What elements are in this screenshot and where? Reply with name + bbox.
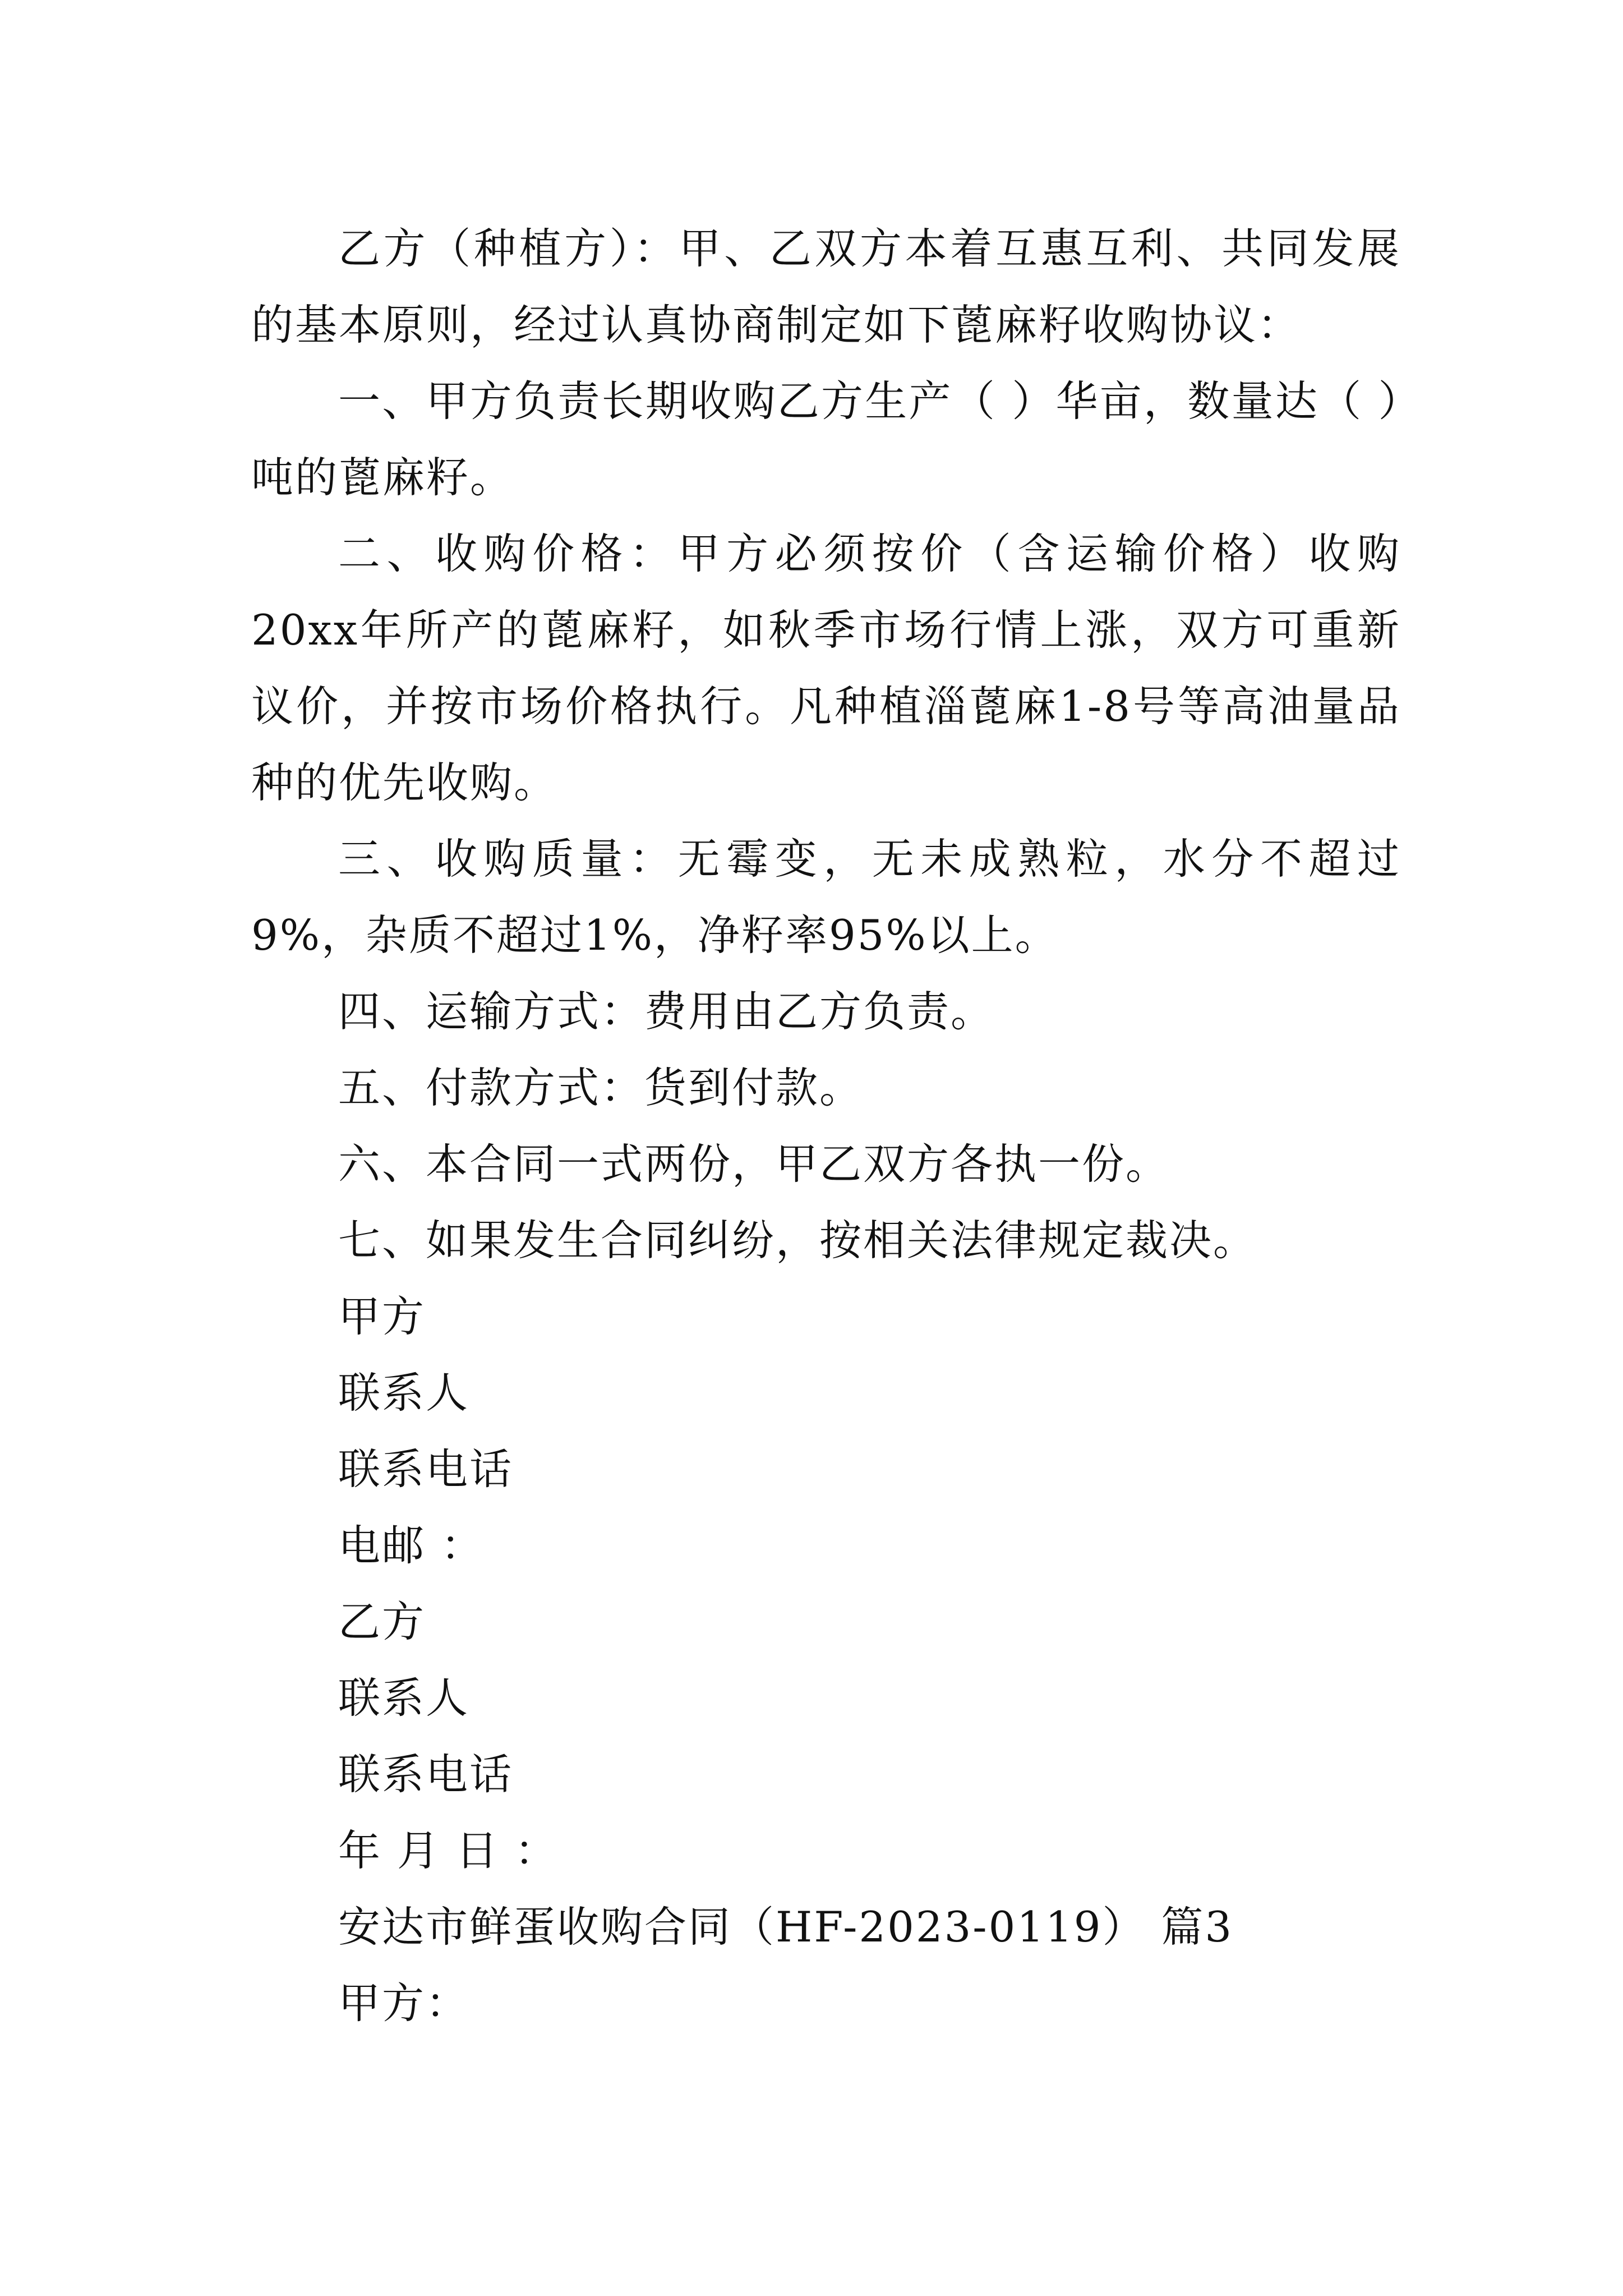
clause-7: 七、如果发生合同纠纷，按相关法律规定裁决。	[338, 1216, 1257, 1265]
next-contract-heading: 安达市鲜蛋收购合同（HF-2023-0119） 篇3	[338, 1902, 1234, 1952]
clause-6: 六、本合同一式两份，甲乙双方各执一份。	[338, 1139, 1170, 1189]
party-b-phone-label: 联系电话	[338, 1750, 514, 1799]
party-b-label: 乙方	[338, 1597, 426, 1646]
clause-1: 一、甲方负责长期收购乙方生产（ ）华亩，数量达（ ）吨的蓖麻籽。	[251, 376, 1401, 502]
contract-body	[251, 210, 1401, 2041]
party-a-phone-label: 联系电话	[338, 1444, 514, 1494]
party-a-email-label: 电邮 ：	[338, 1521, 485, 1570]
clause-4: 四、运输方式：费用由乙方负责。	[338, 987, 995, 1036]
clause-5: 五、付款方式：货到付款。	[338, 1063, 864, 1112]
clause-2: 二、收购价格：甲方必须按价（含运输价格）收购20xx年所产的蓖麻籽，如秋季市场行情上涨，双方可重新议价，并按市场价格执行。凡种植淄蓖麻1-8号等高油量品种的优先收购。	[251, 529, 1401, 807]
intro-paragraph: 乙方（种植方）：甲、乙双方本着互惠互利、共同发展的基本原则，经过认真协商制定如下蓖麻籽收购协议：	[251, 224, 1401, 349]
party-a-label: 甲方	[338, 1292, 426, 1341]
clause-3: 三、收购质量：无霉变，无未成熟粒，水分不超过9%，杂质不超过1%，净籽率95%以上。	[251, 834, 1401, 960]
next-party-a-label: 甲方：	[338, 1978, 470, 2028]
party-a-contact-label: 联系人	[338, 1368, 470, 1418]
party-b-contact-label: 联系人	[338, 1673, 470, 1723]
date-line: 年 月 日 ：	[338, 1826, 559, 1875]
